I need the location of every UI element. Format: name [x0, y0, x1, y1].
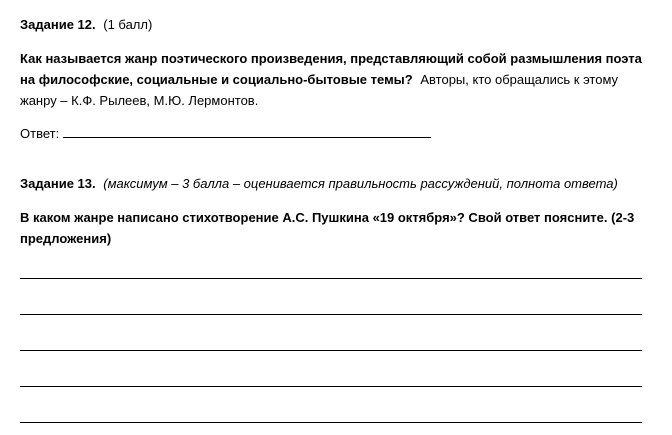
answer-label: Ответ: [20, 126, 60, 141]
task12-header [20, 14, 652, 35]
task12-question [20, 48, 652, 111]
answer-line-5[interactable] [20, 422, 642, 423]
answer-line-4[interactable] [20, 386, 642, 387]
answer-line-1[interactable] [20, 278, 642, 279]
answer-line-2[interactable] [20, 314, 642, 315]
task13-heading: Задание 13. [20, 176, 96, 191]
task12-heading: Задание 12. [20, 17, 96, 32]
task13-question-text: В каком жанре написано стихотворение А.С. Пушкина «19 октября»? Свой ответ поясните. (2-3 предложения) [20, 210, 635, 246]
answer-line-3[interactable] [20, 350, 642, 351]
answer-field[interactable] [63, 125, 431, 138]
task13-question [20, 207, 652, 249]
task12-question-hint: Авторы, кто обращались к этому жанру – К.Ф. Рылеев, М.Ю. Лермонтов. [20, 72, 619, 108]
task13-points: (максимум – 3 балла – оценивается правильность рассуждений, полнота ответа) [103, 176, 618, 191]
task12-points: (1 балл) [103, 17, 153, 32]
task13-header [20, 173, 652, 194]
task12-question-bold: Как называется жанр поэтического произведения, представляющий собой размышления поэта на философские, социальные и социально-бытовые темы? [20, 51, 642, 87]
task12-answer [20, 123, 652, 144]
